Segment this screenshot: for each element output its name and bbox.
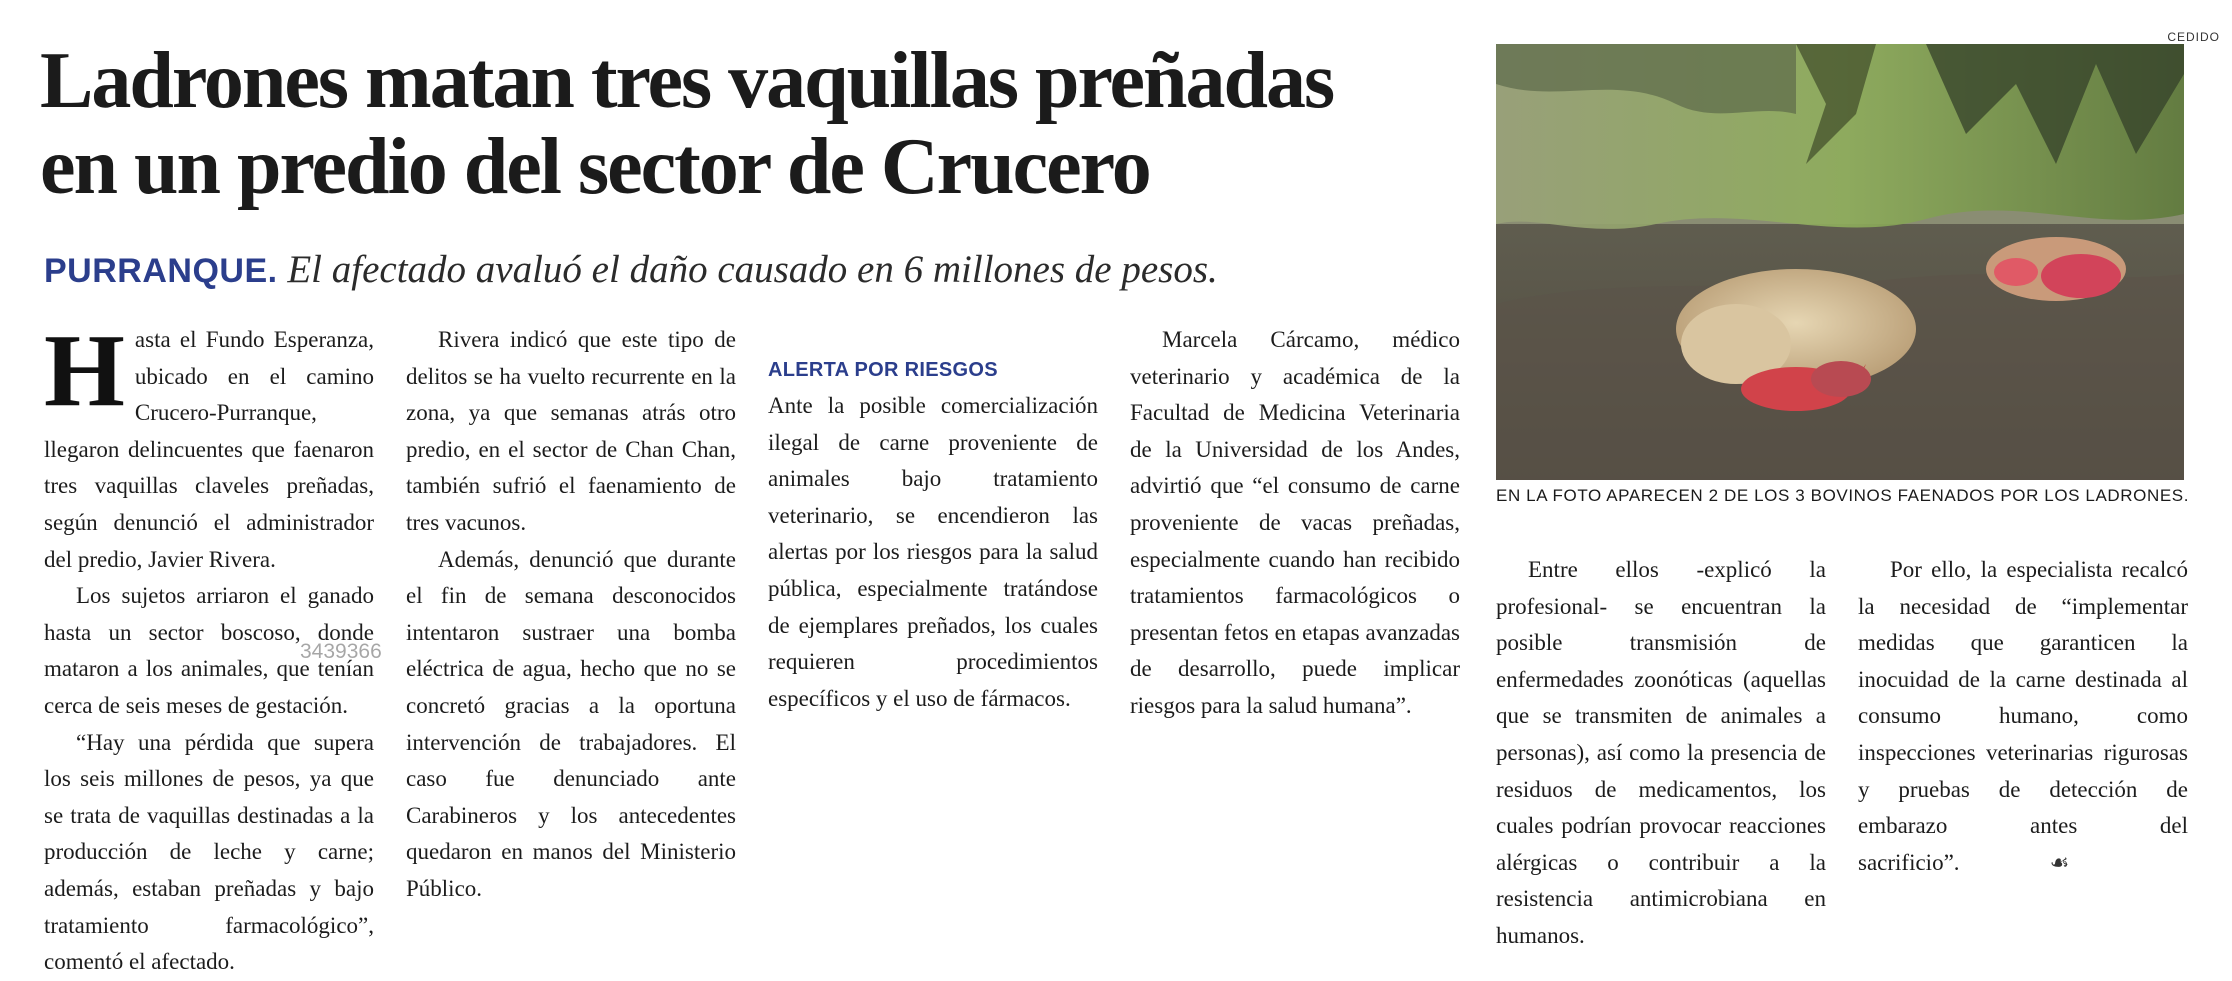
kicker-location: PURRANQUE. [44,252,278,290]
end-mark-icon: ☙ [2049,850,2070,876]
watermark-number: 3439366 [300,640,382,663]
text-column-2 [406,322,736,908]
subheadline [44,246,1464,295]
paragraph-3: “Hay una pérdida que supera los seis millones de pesos, ya que se trata de vaquillas destinadas a la producción de leche y carne; además, estaban preñadas y bajo tratamiento farmacológico”, comentó el afectado. [44,729,374,975]
headline-line-2: en un predio del sector de Crucero [40,123,1150,211]
text-column-4 [1130,322,1460,725]
headline [40,38,1460,210]
text-column-6 [1858,552,2188,882]
text-column-3 [768,322,1098,717]
drop-cap: H [44,313,125,428]
news-photo [1496,44,2184,480]
subsection-title: ALERTA POR RIESGOS [768,359,998,381]
paragraph-2: Los sujetos arriaron el ganado hasta un sector boscoso, donde mataron a los animales, que tenían cerca de seis meses de gestación. [44,583,374,718]
deck-summary: El afectado avaluó el daño causado en 6 millones de pesos. [287,248,1218,291]
paragraph-1: Hasta el Fundo Esperanza, ubicado en el camino Crucero-Purranque, llegaron delincuentes que faenaron tres vaquillas claveles preñadas, según denunció el administrador del predio, Javier Rivera. [44,313,374,572]
paragraph-7: Marcela Cárcamo, médico veterinario y académica de la Facultad de Medicina Veterinaria de la Universidad de los Andes, advirtió que “el consumo de carne proveniente de vacas preñadas, especialmente cuando han recibido tratamientos farmacológicos o presentan fetos en etapas avanzadas de desarrollo, puede implicar riesgos para la salud humana”. [1130,327,1460,718]
paragraph-8: Entre ellos -explicó la profesional- se encuentran la posible transmisión de enfermedades zoonóticas (aquellas que se transmiten de animales a personas), así como la presencia de residuos de medicamentos, los cuales podrían provocar reacciones alérgicas o contribuir a la resistencia antimicrobiana en humanos. [1496,557,1826,948]
paragraph-9: Por ello, la especialista recalcó la necesidad de “implementar medidas que garanticen la inocuidad de la carne destinada al consumo humano, como inspecciones veterinarias rigurosas y pruebas de detección de embarazo antes del sacrificio”. ☙ [1858,557,2188,876]
text-column-5 [1496,552,1826,955]
photo-caption: EN LA FOTO APARECEN 2 DE LOS 3 BOVINOS FAENADOS POR LOS LADRONES. [1496,486,2190,505]
photo-illustration [1496,44,2184,480]
paragraph-4: Rivera indicó que este tipo de delitos se ha vuelto recurrente en la zona, ya que semanas atrás otro predio, en el sector de Chan Chan, también sufrió el faenamiento de tres vacunos. [406,327,736,535]
paragraph-5: Además, denunció que durante el fin de semana desconocidos intentaron sustraer una bomba eléctrica de agua, hecho que no se concretó gracias a la oportuna intervención de trabajadores. El caso fue denunciado ante Carabineros y los antecedentes quedaron en manos del Ministerio Público. [406,546,736,901]
photo-credit: CEDIDO [2167,30,2220,44]
paragraph-6: Ante la posible comercialización ilegal de carne proveniente de animales bajo tratamiento veterinario, se encendieron las alertas por los riesgos para la salud pública, especialmente tratándose de ejemplares preñados, los cuales requieren procedimientos específicos y el uso de fármacos. [768,393,1098,711]
headline-line-1: Ladrones matan tres vaquillas preñadas [40,37,1334,125]
